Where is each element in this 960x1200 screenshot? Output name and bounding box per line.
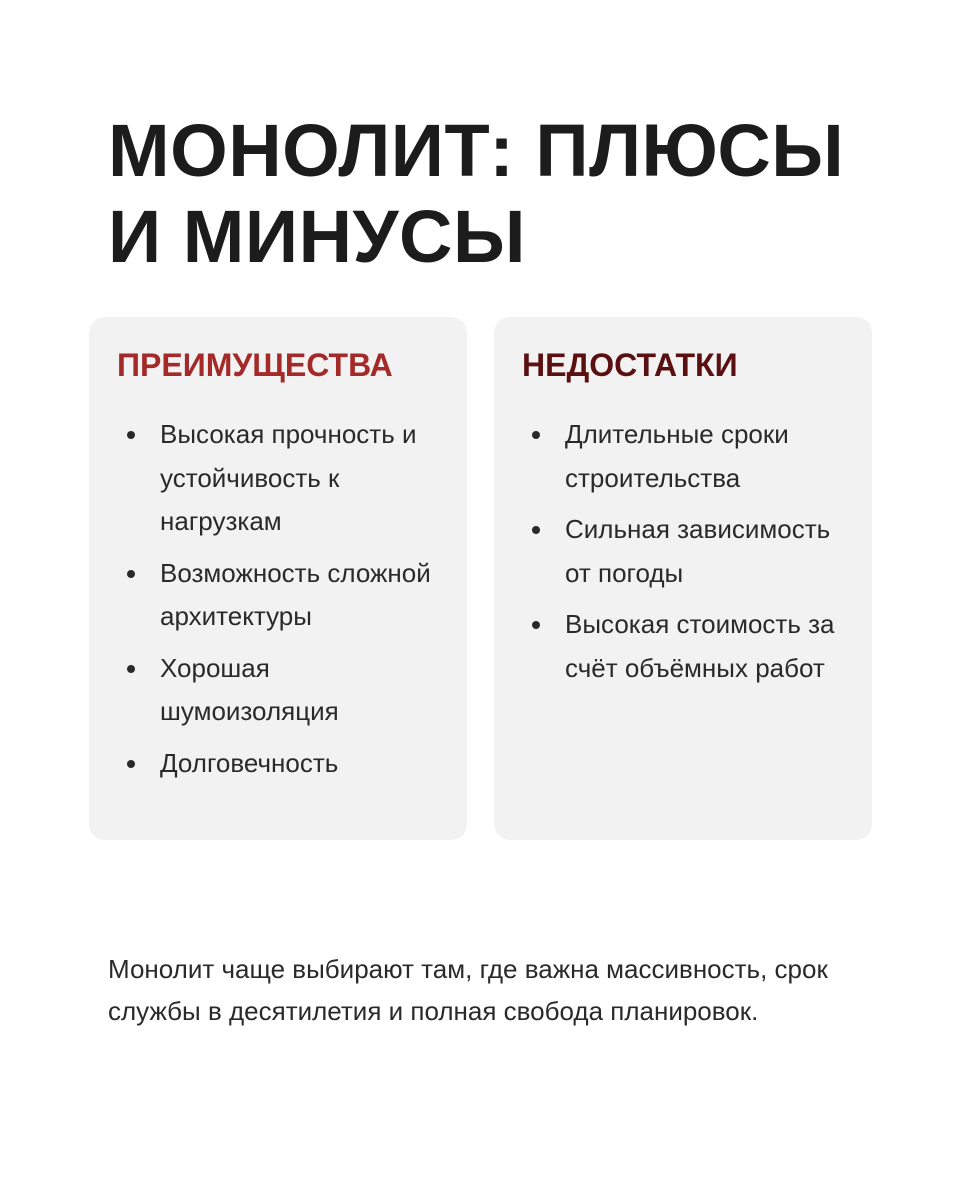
pros-heading: ПРЕИМУЩЕСТВА bbox=[117, 347, 393, 383]
pros-list bbox=[117, 413, 439, 785]
list-item: Сильная зависимость от погоды bbox=[522, 508, 844, 595]
cons-list bbox=[522, 413, 844, 690]
page-title: МОНОЛИТ: ПЛЮСЫ И МИНУСЫ bbox=[108, 109, 845, 278]
pros-card bbox=[89, 317, 467, 840]
list-item: Высокая прочность и устойчивость к нагрузкам bbox=[117, 413, 439, 544]
cons-heading: НЕДОСТАТКИ bbox=[522, 347, 738, 383]
list-item: Долговечность bbox=[117, 742, 439, 786]
cons-card bbox=[494, 317, 872, 840]
list-item: Возможность сложной архитектуры bbox=[117, 552, 439, 639]
list-item: Хорошая шумоизоляция bbox=[117, 647, 439, 734]
list-item: Высокая стоимость за счёт объёмных работ bbox=[522, 603, 844, 690]
summary-text: Монолит чаще выбирают там, где важна массивность, срок службы в десятилетия и полная свобода планировок. bbox=[108, 954, 828, 1026]
list-item: Длительные сроки строительства bbox=[522, 413, 844, 500]
